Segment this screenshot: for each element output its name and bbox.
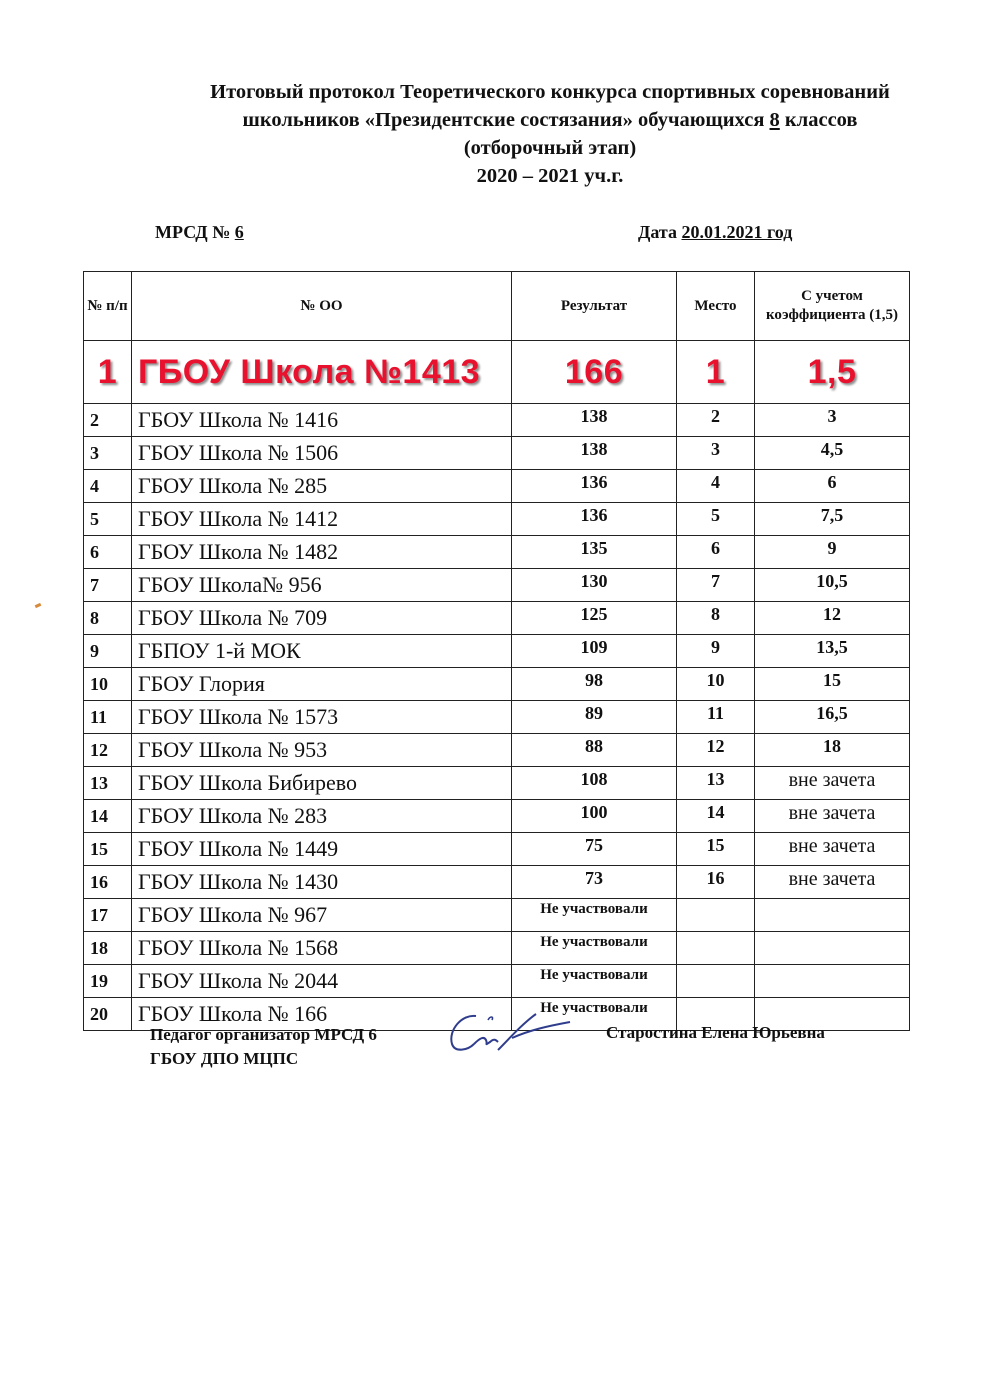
row-number: 17 — [84, 899, 132, 932]
school-name: ГБОУ Школа № 1482 — [132, 536, 512, 569]
table-row — [84, 437, 910, 470]
coefficient-value: 4,5 — [755, 437, 910, 470]
table-row — [84, 767, 910, 800]
school-name: ГБОУ Школа № 967 — [132, 899, 512, 932]
date-label: Дата — [638, 222, 682, 242]
coefficient-value: вне зачета — [755, 767, 910, 800]
result-value: Не участвовали — [512, 899, 677, 932]
row-number: 16 — [84, 866, 132, 899]
result-value: 135 — [512, 536, 677, 569]
school-name: ГБОУ Школа Бибирево — [132, 767, 512, 800]
result-value: 108 — [512, 767, 677, 800]
result-value: 130 — [512, 569, 677, 602]
row-number: 1 — [84, 341, 132, 404]
title-line-2-start: школьников «Президентские состязания» обучающихся — [242, 109, 770, 131]
result-value: 166 — [512, 341, 677, 404]
row-number: 12 — [84, 734, 132, 767]
organizer-role: Педагог организатор МРСД 6 — [150, 1025, 377, 1044]
table-row — [84, 833, 910, 866]
signature — [438, 1000, 578, 1060]
school-name: ГБОУ Школа № 285 — [132, 470, 512, 503]
row-number: 8 — [84, 602, 132, 635]
coefficient-value: 18 — [755, 734, 910, 767]
mrsd-value: 6 — [234, 222, 244, 242]
school-name: ГБОУ Школа № 166 — [132, 998, 512, 1031]
result-value: 138 — [512, 437, 677, 470]
place-value: 8 — [677, 602, 755, 635]
row-number: 11 — [84, 701, 132, 734]
table-row — [84, 602, 910, 635]
result-value: Не участвовали — [512, 965, 677, 998]
row-number: 10 — [84, 668, 132, 701]
place-value: 7 — [677, 569, 755, 602]
place-value: 16 — [677, 866, 755, 899]
coefficient-value: вне зачета — [755, 866, 910, 899]
result-value: 136 — [512, 470, 677, 503]
header-coefficient: С учетом коэффициента (1,5) — [755, 272, 910, 341]
place-value: 2 — [677, 404, 755, 437]
row-number: 9 — [84, 635, 132, 668]
school-name: ГБОУ Школа № 709 — [132, 602, 512, 635]
result-value: 100 — [512, 800, 677, 833]
result-value: 98 — [512, 668, 677, 701]
row-number: 14 — [84, 800, 132, 833]
result-value: Не участвовали — [512, 998, 677, 1031]
coefficient-value: вне зачета — [755, 833, 910, 866]
coefficient-value: 7,5 — [755, 503, 910, 536]
table-row — [84, 734, 910, 767]
coefficient-value — [755, 932, 910, 965]
table-row — [84, 899, 910, 932]
row-number: 5 — [84, 503, 132, 536]
table-row — [84, 341, 910, 404]
header-school: № ОО — [132, 272, 512, 341]
table-row — [84, 668, 910, 701]
title-line-3: (отборочный этап) — [463, 137, 637, 159]
coefficient-value — [755, 899, 910, 932]
place-value: 1 — [677, 341, 755, 404]
place-value — [677, 965, 755, 998]
school-name: ГБОУ Школа № 2044 — [132, 965, 512, 998]
mrsd-number — [155, 222, 244, 243]
document-title — [90, 78, 1000, 190]
header-num: № п/п — [84, 272, 132, 341]
row-number: 15 — [84, 833, 132, 866]
table-row — [84, 470, 910, 503]
table-row — [84, 965, 910, 998]
result-value: 109 — [512, 635, 677, 668]
table-row — [84, 800, 910, 833]
coefficient-value: 16,5 — [755, 701, 910, 734]
result-value: 138 — [512, 404, 677, 437]
table-header-row — [84, 272, 910, 341]
organizer-institution: ГБОУ ДПО МЦПС — [150, 1049, 299, 1068]
coefficient-value: 9 — [755, 536, 910, 569]
result-value: Не участвовали — [512, 932, 677, 965]
row-number: 7 — [84, 569, 132, 602]
table-row — [84, 866, 910, 899]
school-name: ГБОУ Школа № 1573 — [132, 701, 512, 734]
organizer-name: Старостина Елена Юрьевна — [606, 1023, 825, 1042]
school-name: ГБПОУ 1-й МОК — [132, 635, 512, 668]
row-number: 19 — [84, 965, 132, 998]
row-number: 18 — [84, 932, 132, 965]
header-place: Место — [677, 272, 755, 341]
result-value: 75 — [512, 833, 677, 866]
protocol-date — [638, 222, 792, 243]
school-name: ГБОУ Школа №1413 — [132, 341, 512, 404]
coefficient-value: 15 — [755, 668, 910, 701]
table-row — [84, 635, 910, 668]
coefficient-value: 1,5 — [755, 341, 910, 404]
school-name: ГБОУ Школа № 953 — [132, 734, 512, 767]
organizer-block — [150, 1023, 377, 1071]
place-value: 13 — [677, 767, 755, 800]
place-value: 6 — [677, 536, 755, 569]
title-line-4: 2020 – 2021 уч.г. — [476, 165, 624, 187]
row-number: 20 — [84, 998, 132, 1031]
place-value: 12 — [677, 734, 755, 767]
place-value: 4 — [677, 470, 755, 503]
coefficient-value: вне зачета — [755, 800, 910, 833]
place-value — [677, 899, 755, 932]
header-result: Результат — [512, 272, 677, 341]
result-value: 136 — [512, 503, 677, 536]
school-name: ГБОУ Школа № 1449 — [132, 833, 512, 866]
table-row — [84, 569, 910, 602]
coefficient-value: 12 — [755, 602, 910, 635]
school-name: ГБОУ Школа№ 956 — [132, 569, 512, 602]
school-name: ГБОУ Глория — [132, 668, 512, 701]
place-value: 3 — [677, 437, 755, 470]
grade-number: 8 — [769, 109, 780, 131]
title-line-1: Итоговый протокол Теоретического конкурса спортивных соревнований — [210, 81, 890, 103]
result-value: 125 — [512, 602, 677, 635]
school-name: ГБОУ Школа № 1506 — [132, 437, 512, 470]
place-value: 14 — [677, 800, 755, 833]
coefficient-value: 3 — [755, 404, 910, 437]
school-name: ГБОУ Школа № 1416 — [132, 404, 512, 437]
results-table — [83, 271, 910, 1031]
coefficient-value: 6 — [755, 470, 910, 503]
school-name: ГБОУ Школа № 1430 — [132, 866, 512, 899]
table-row — [84, 701, 910, 734]
result-value: 88 — [512, 734, 677, 767]
date-value: 20.01.2021 год — [681, 222, 793, 242]
place-value: 11 — [677, 701, 755, 734]
table-row — [84, 536, 910, 569]
row-number: 13 — [84, 767, 132, 800]
table-row — [84, 503, 910, 536]
row-number: 3 — [84, 437, 132, 470]
title-line-2-end: классов — [779, 109, 858, 131]
row-number: 2 — [84, 404, 132, 437]
coefficient-value: 13,5 — [755, 635, 910, 668]
school-name: ГБОУ Школа № 1412 — [132, 503, 512, 536]
place-value — [677, 932, 755, 965]
table-row — [84, 932, 910, 965]
scan-mark — [35, 603, 42, 608]
place-value: 10 — [677, 668, 755, 701]
mrsd-label: МРСД № — [155, 222, 235, 242]
school-name: ГБОУ Школа № 1568 — [132, 932, 512, 965]
place-value: 9 — [677, 635, 755, 668]
title-line-2 — [90, 106, 1000, 134]
place-value: 15 — [677, 833, 755, 866]
result-value: 73 — [512, 866, 677, 899]
table-body — [84, 341, 910, 1031]
row-number: 6 — [84, 536, 132, 569]
coefficient-value — [755, 965, 910, 998]
row-number: 4 — [84, 470, 132, 503]
table-row — [84, 404, 910, 437]
place-value: 5 — [677, 503, 755, 536]
school-name: ГБОУ Школа № 283 — [132, 800, 512, 833]
coefficient-value: 10,5 — [755, 569, 910, 602]
result-value: 89 — [512, 701, 677, 734]
